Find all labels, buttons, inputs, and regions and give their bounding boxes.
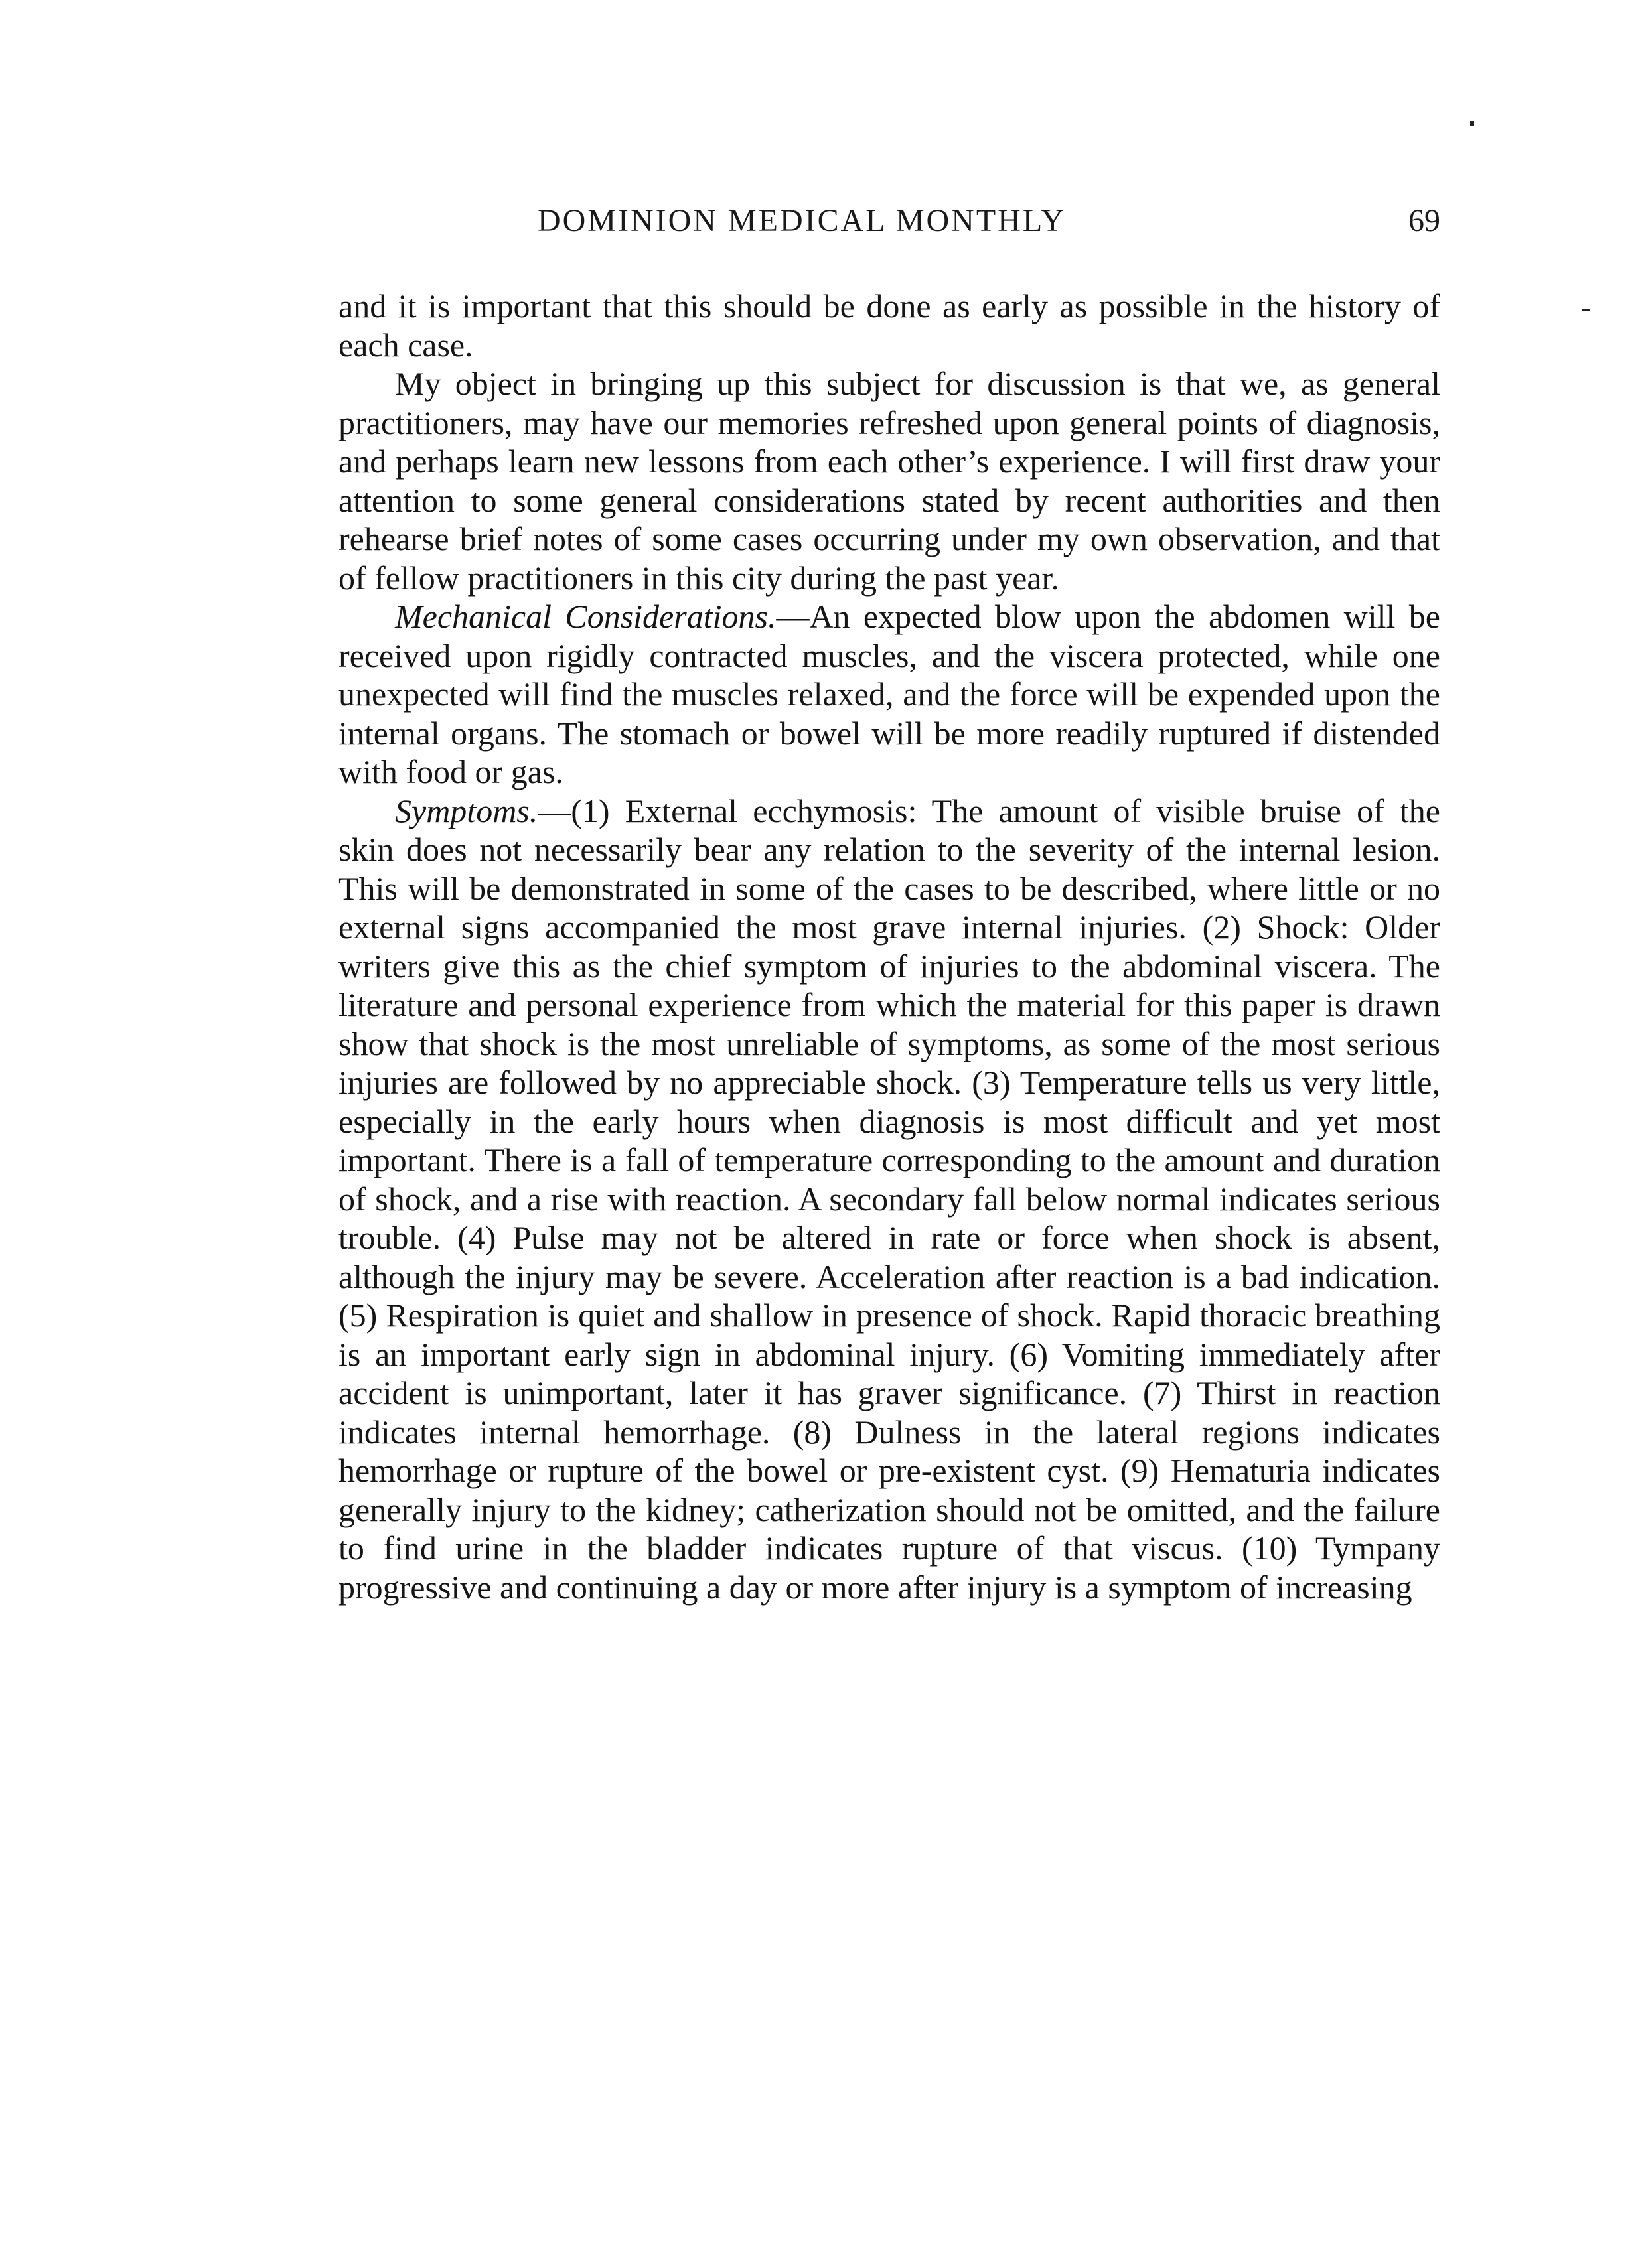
scan-speck (1582, 309, 1590, 311)
article-body (338, 287, 1440, 1606)
paragraph (338, 792, 1440, 1607)
scan-speck (1470, 121, 1474, 126)
section-heading-mechanical: Mechanical Considerations. (395, 598, 777, 635)
page-header (338, 202, 1440, 255)
paragraph-text: —An expected blow upon the abdomen will be received upon rigidly contracted muscles, and the viscera protected, while one unexpected will find the muscles relaxed, and the force will be expended upon the internal organs. The stomach or bowel will be more readily ruptured if distended with food or gas. (338, 598, 1440, 790)
section-heading-symptoms: Symptoms. (395, 792, 538, 829)
paragraph (338, 364, 1440, 597)
paragraph (338, 287, 1440, 364)
running-head-title: DOMINION MEDICAL MONTHLY (538, 203, 1067, 238)
paragraph-text: My object in bringing up this subject for discussion is that we, as general practitioners, may have our memories refreshed upon general points of diagnosis, and perhaps learn new lessons from each other’s experience. I will first draw your attention to some general considerations stated by recent authorities and then rehearse brief notes of some cases occurring under my own observation, and that of fellow practitioners in this city during the past year. (338, 365, 1440, 597)
paragraph-text: —(1) External ecchymosis: The amount of visible bruise of the skin does not necessarily bear any relation to the severity of the internal lesion. This will be demonstrated in some of the cases to be described, where little or no external signs accompanied the most grave internal injuries. (2) Shock: Older writers give this as the chief symptom of injuries to the abdominal viscera. The literature and personal experience from which the material for this paper is drawn show that shock is the most unreliable of symptoms, as some of the most serious injuries are followed by no appreciable shock. (3) Temperature tells us very little, especially in the early hours when diagnosis is most difficult and yet most important. There is a fall of temperature corresponding to the amount and duration of shock, and a rise with reaction. A secondary fall below normal indicates serious trouble. (4) Pulse may not be altered in rate or force when shock is absent, although the injury may be severe. Acceleration after reaction is a bad indication. (5) Respiration is quiet and shallow in presence of shock. Rapid thoracic breathing is an important early sign in abdominal injury. (6) Vomiting immediately after accident is unimportant, later it has graver significance. (7) Thirst in reaction indicates internal hemorrhage. (8) Dulness in the lateral regions indicates hemorrhage or rupture of the bowel or pre-existent cyst. (9) Hematuria indicates generally injury to the kidney; catherization should not be omitted, and the failure to find urine in the bladder indicates rupture of that viscus. (10) Tympany progressive and continuing a day or more after injury is a symptom of increasing (338, 792, 1440, 1606)
paragraph-text: and it is important that this should be done as early as possible in the history of each case. (338, 287, 1440, 364)
page-number: 69 (1408, 203, 1440, 238)
paragraph (338, 597, 1440, 792)
